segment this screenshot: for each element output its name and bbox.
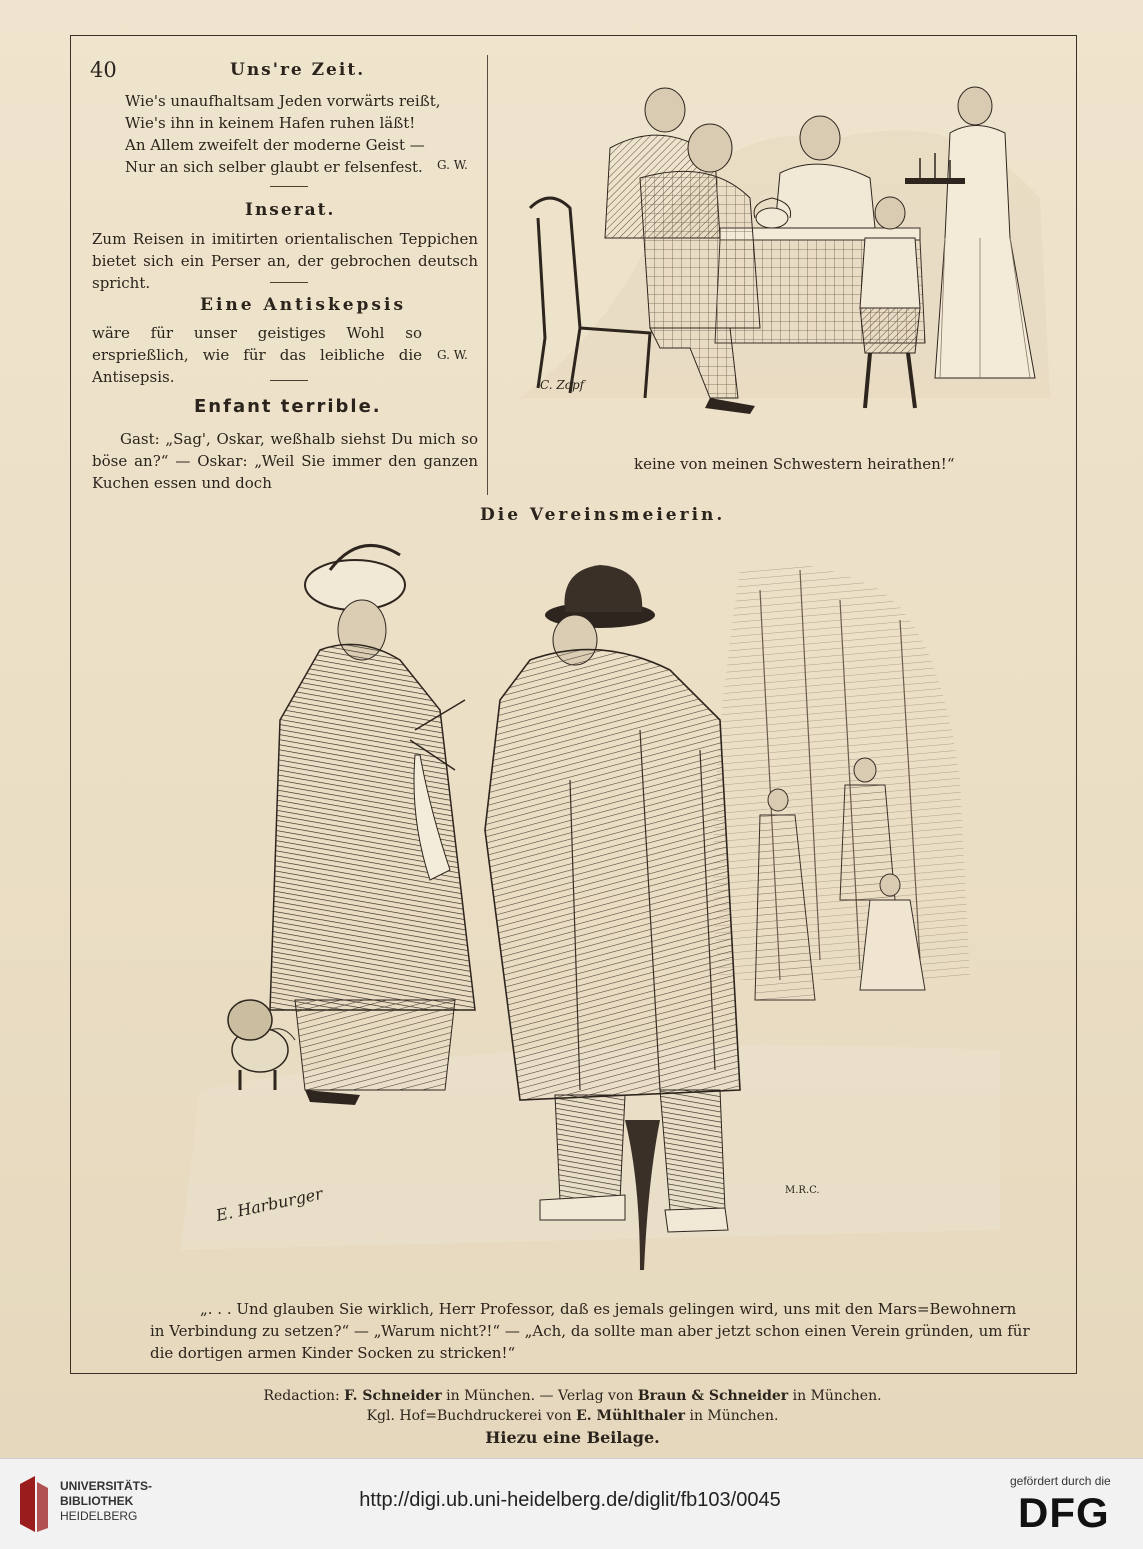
- university-name: [60, 1479, 152, 1524]
- enfant-artist: C. Zopf: [540, 378, 585, 392]
- main-caption: „. . . Und glauben Sie wirklich, Herr Professor, daß es jemals gelingen wird, uns mit den Mars=Bewohnern in Verbindung zu setzen?“ — „Warum nicht?!“ — „Ach, da sollte man aber jetzt schon einen Verein gründen, um für die dortigen armen Kinder Socken zu stricken!“: [150, 1300, 1030, 1362]
- library-footer-bar: [0, 1458, 1143, 1549]
- column-divider: [487, 55, 488, 495]
- enfant-text: Gast: „Sag', Oskar, weßhalb siehst Du mich so böse an?“ — Oskar: „Weil Sie immer den ganzen Kuchen essen und doch: [92, 430, 478, 492]
- funded-by-label: gefördert durch die: [1010, 1474, 1111, 1488]
- supplement-note: Hiezu eine Beilage.: [485, 1428, 660, 1447]
- inserat-text: Zum Reisen in imitirten orientalischen Teppichen bietet sich ein Perser an, der gebrochen deutsch spricht.: [92, 230, 478, 292]
- page-number: 40: [90, 58, 117, 82]
- imprint-label: Redaction:: [263, 1388, 340, 1404]
- main-artist: E. Harburger: [214, 1183, 325, 1226]
- separator: [270, 282, 308, 283]
- imprint-line-1: [70, 1388, 1075, 1404]
- imprint-line-2: [70, 1408, 1075, 1424]
- antiskepsis-signature: G. W.: [437, 348, 468, 362]
- main-engraver: M.R.C.: [785, 1185, 820, 1196]
- family-table-illustration: [510, 78, 1055, 438]
- enfant-title: Enfant terrible.: [194, 396, 382, 417]
- poem-title: Uns're Zeit.: [230, 60, 366, 80]
- poem-line: An Allem zweifelt der moderne Geist —: [125, 136, 425, 154]
- imprint-text: in München.: [689, 1408, 779, 1424]
- permalink-url[interactable]: http://digi.ub.uni-heidelberg.de/diglit/fb103/0045: [359, 1489, 781, 1511]
- imprint-text: in München.: [792, 1388, 882, 1404]
- poem-line: Nur an sich selber glaubt er felsenfest.: [125, 158, 423, 176]
- imprint-text: in München. — Verlag von: [446, 1388, 634, 1404]
- printer-name: E. Mühlthaler: [576, 1408, 686, 1424]
- university-name-line: HEIDELBERG: [60, 1509, 138, 1523]
- university-name-line: UNIVERSITÄTS-: [60, 1479, 153, 1493]
- poem-line: Wie's ihn in keinem Hafen ruhen läßt!: [125, 114, 416, 132]
- poem-signature: G. W.: [437, 158, 468, 172]
- university-library-logo-icon: [15, 1474, 53, 1534]
- publisher-name: Braun & Schneider: [637, 1388, 789, 1404]
- poem: [95, 90, 475, 178]
- antiskepsis-text: wäre für unser geistiges Wohl so ersprießlich, wie für das leibliche die Antisepsis.: [92, 324, 422, 386]
- inserat-title: Inserat.: [245, 200, 336, 220]
- enfant-caption: keine von meinen Schwestern heirathen!“: [634, 455, 955, 473]
- separator: [270, 186, 308, 187]
- dfg-logo: DFG: [1018, 1489, 1110, 1536]
- separator: [270, 380, 308, 381]
- university-name-line: BIBLIOTHEK: [60, 1494, 134, 1508]
- main-title: Die Vereinsmeierin.: [480, 505, 726, 525]
- editor-name: F. Schneider: [344, 1388, 442, 1404]
- vereinsmeierin-illustration: [100, 530, 1060, 1290]
- antiskepsis-title: Eine Antiskepsis: [200, 295, 407, 315]
- poem-line: Wie's unaufhaltsam Jeden vorwärts reißt,: [125, 92, 441, 110]
- imprint-text: Kgl. Hof=Buchdruckerei von: [366, 1408, 572, 1424]
